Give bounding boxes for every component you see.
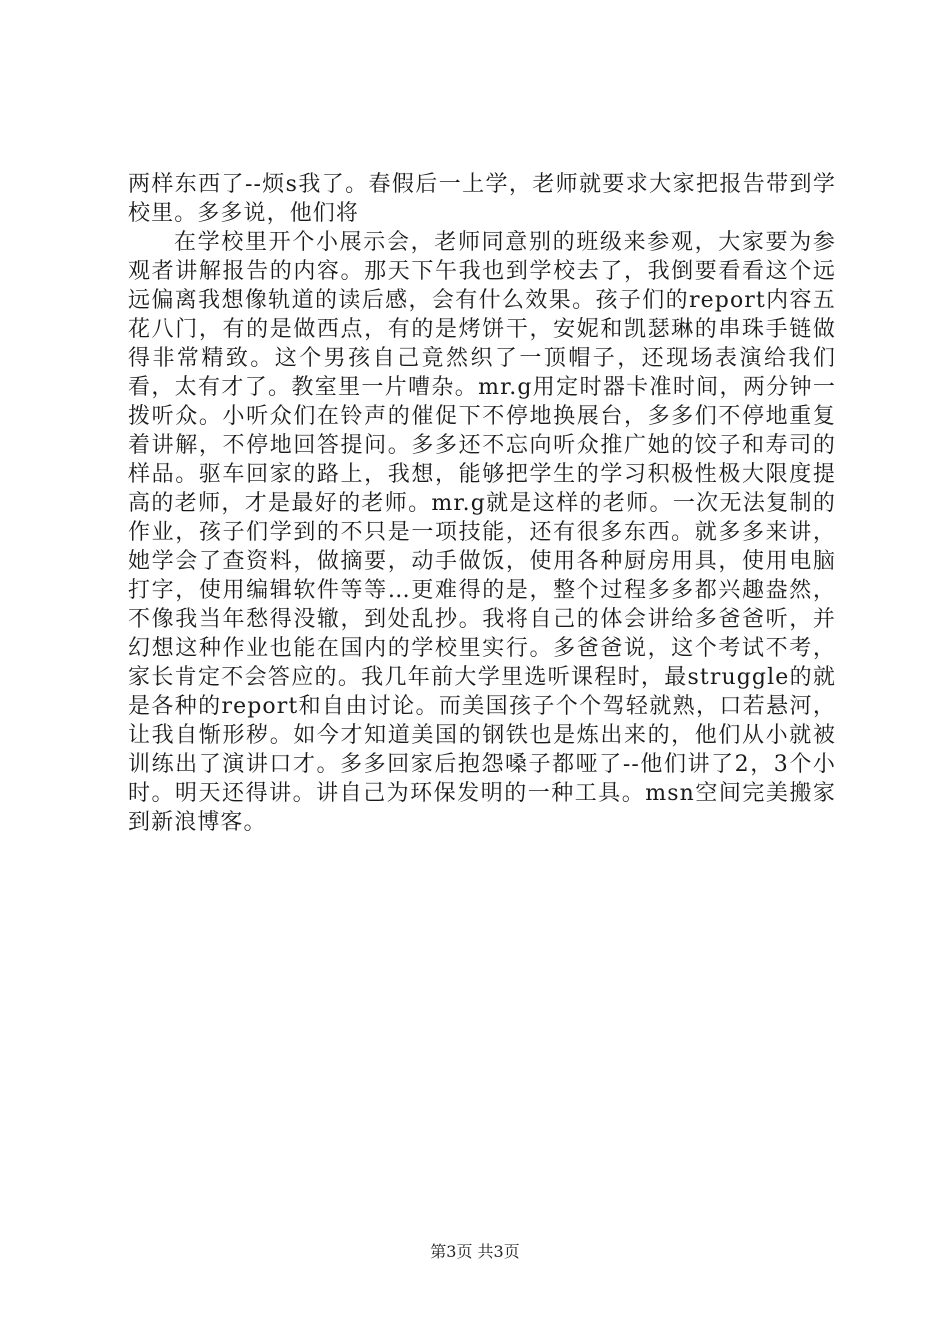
page-footer: 第3页 共3页 [430, 1242, 520, 1261]
document-body [128, 170, 836, 837]
paragraph-1: 两样东西了--烦s我了。春假后一上学，老师就要求大家把报告带到学校里。多多说，他们将 [128, 172, 836, 226]
paragraph-2: 在学校里开个小展示会，老师同意别的班级来参观，大家要为参观者讲解报告的内容。那天下午我也到学校去了，我倒要看看这个远远偏离我想像轨道的读后感，会有什么效果。孩子们的report内容五花八门，有的是做西点，有的是烤饼干，安妮和凯瑟琳的串珠手链做得非常精致。这个男孩自己竟然织了一顶帽子，还现场表演给我们看，太有才了。教室里一片嘈杂。mr.g用定时器卡准时间，两分钟一拨听众。小听众们在铃声的催促下不停地换展台，多多们不停地重复着讲解，不停地回答提问。多多还不忘向听众推广她的饺子和寿司的样品。驱车回家的路上，我想，能够把学生的学习积极性极大限度提高的老师，才是最好的老师。mr.g就是这样的老师。一次无法复制的作业，孩子们学到的不只是一项技能，还有很多东西。就多多来讲，她学会了查资料，做摘要，动手做饭，使用各种厨房用具，使用电脑打字，使用编辑软件等等…更难得的是，整个过程多多都兴趣盎然，不像我当年愁得没辙，到处乱抄。我将自己的体会讲给多爸爸听，并幻想这种作业也能在国内的学校里实行。多爸爸说，这个考试不考，家长肯定不会答应的。我几年前大学里选听课程时，最struggle的就是各种的report和自由讨论。而美国孩子个个驾轻就熟，口若悬河，让我自惭形秽。如今才知道美国的钢铁也是炼出来的，他们从小就被训练出了演讲口才。多多回家后抱怨嗓子都哑了--他们讲了2，3个小时。明天还得讲。讲自己为环保发明的一种工具。msn空间完美搬家到新浪博客。 [128, 230, 836, 835]
